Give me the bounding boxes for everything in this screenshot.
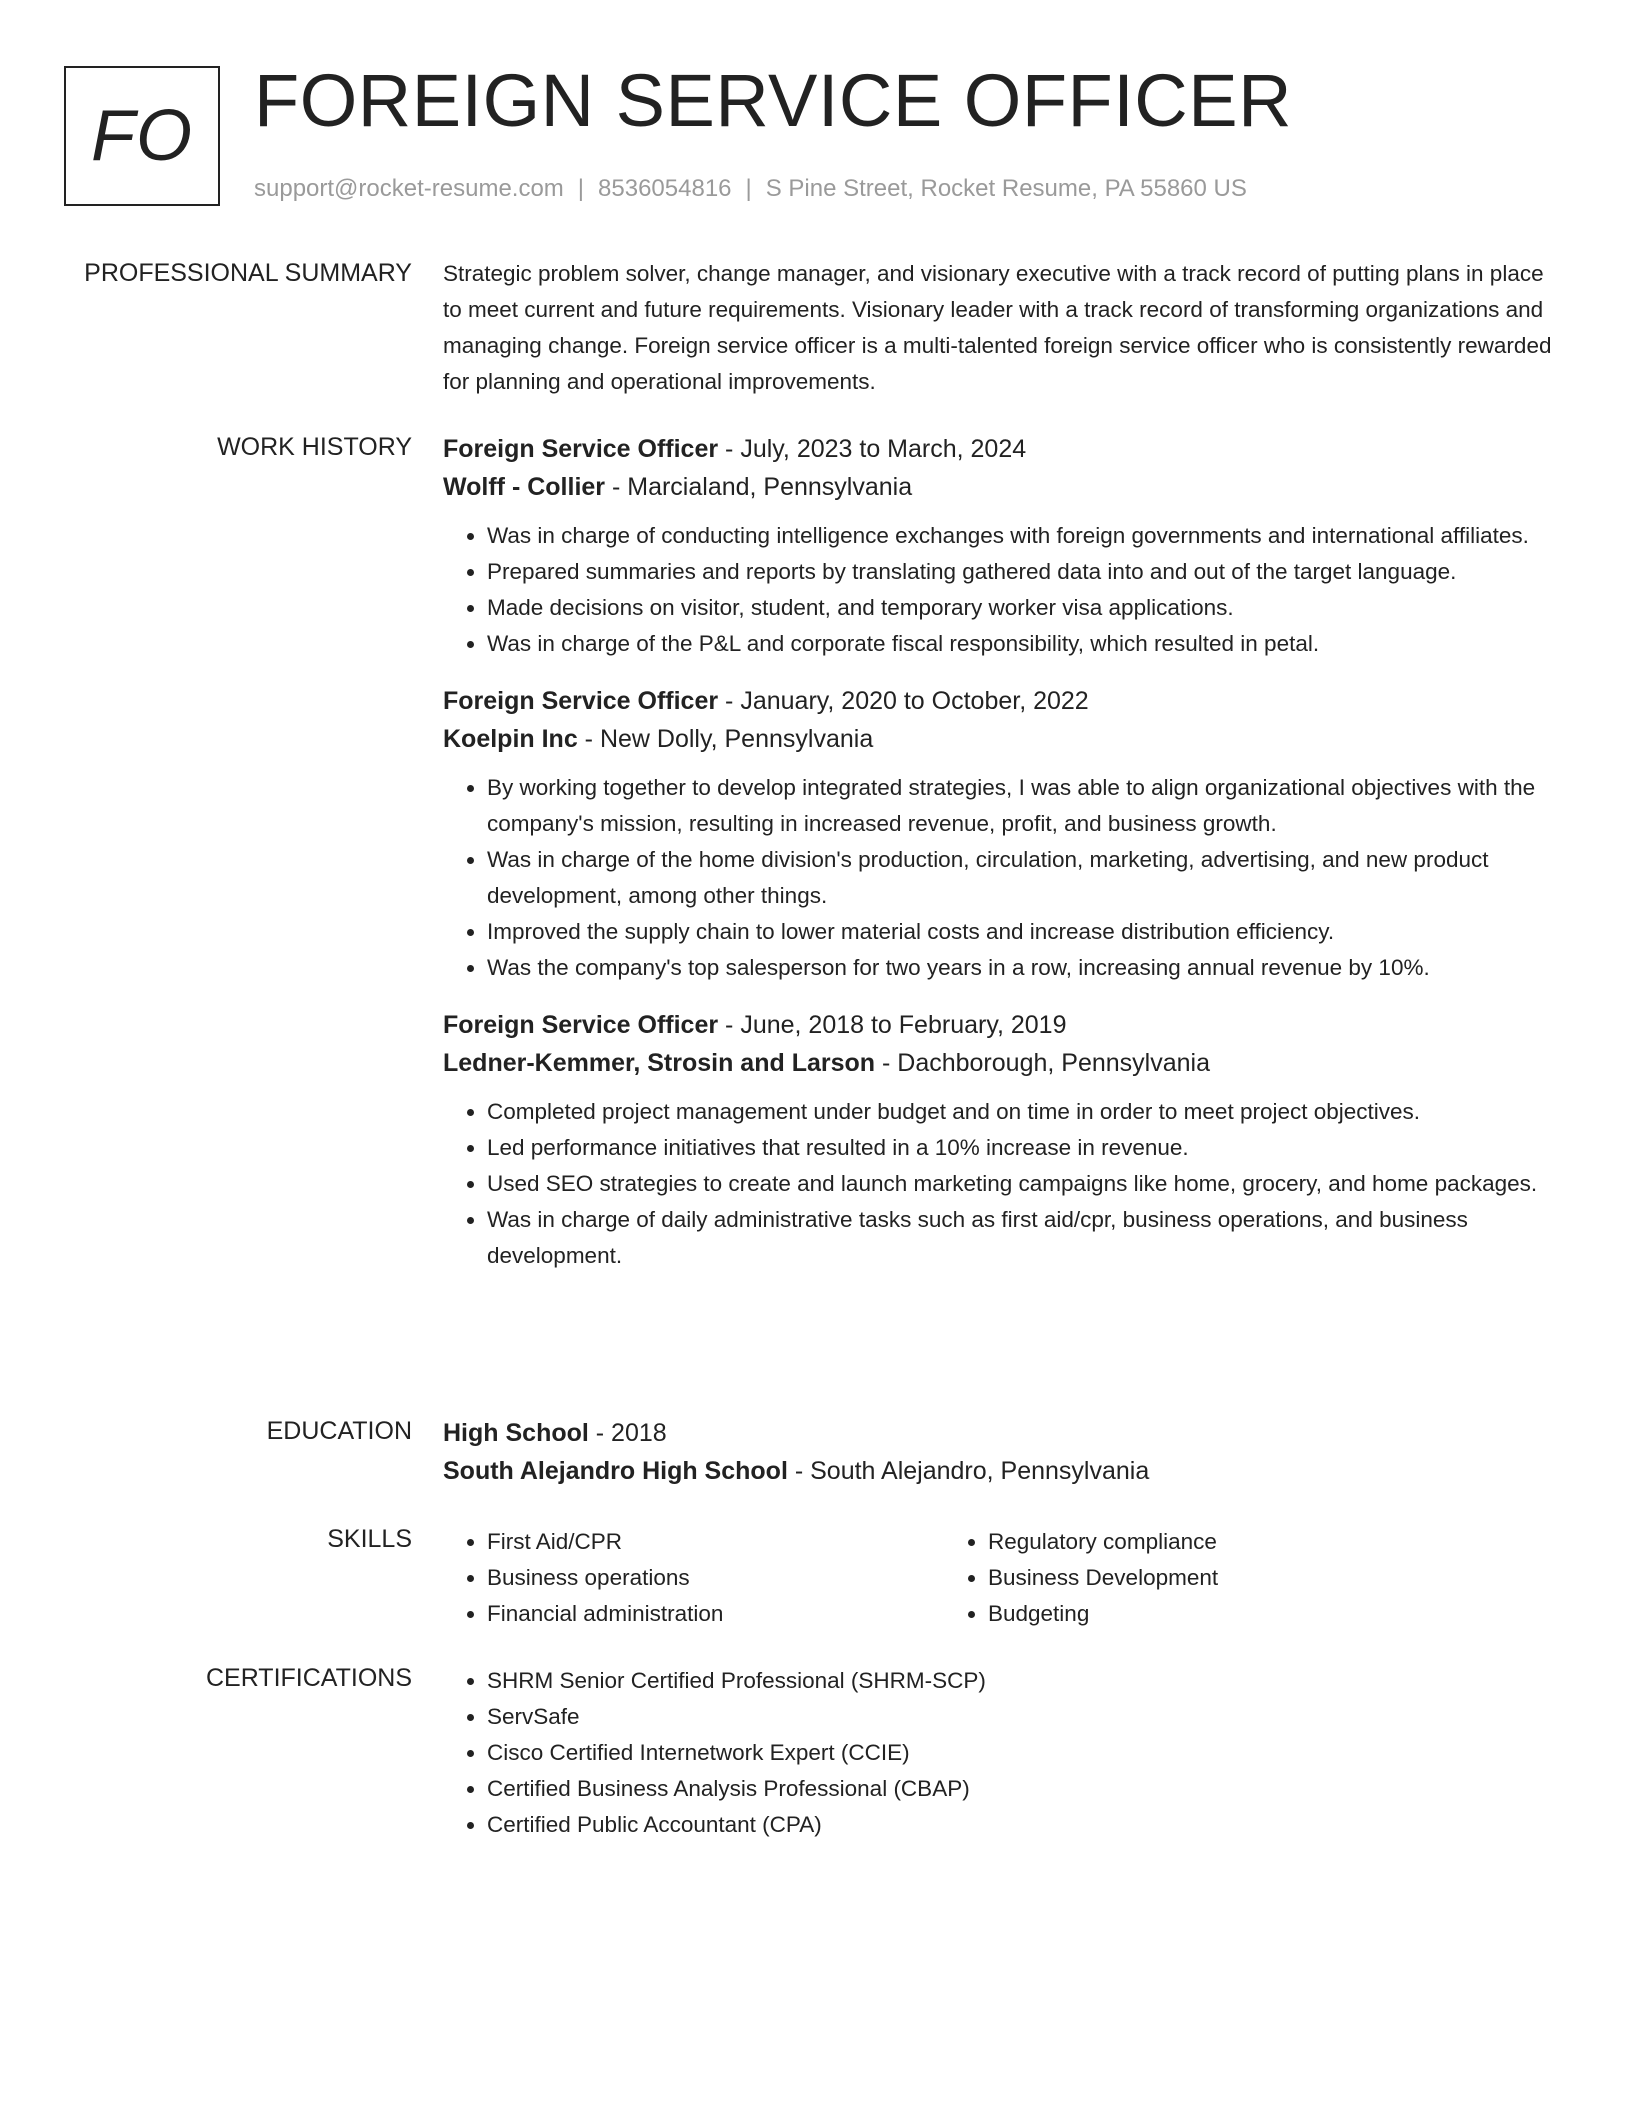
- certification-item: • SHRM Senior Certified Professional (SHRM-SCP): [487, 1663, 1563, 1699]
- job-dates: - January, 2020 to October, 2022: [718, 687, 1089, 715]
- job-bullet: • Led performance initiatives that resulted in a 10% increase in revenue.: [487, 1130, 1563, 1166]
- job-location: - Dachborough, Pennsylvania: [875, 1049, 1210, 1077]
- skill-item: • Regulatory compliance: [988, 1524, 1445, 1560]
- skill-item: • Business Development: [988, 1560, 1445, 1596]
- contact-separator: |: [745, 175, 752, 202]
- certifications-list: [443, 1663, 1563, 1843]
- job-bullet: • Improved the supply chain to lower material costs and increase distribution efficiency.: [487, 914, 1563, 950]
- summary-heading: PROFESSIONAL SUMMARY: [84, 259, 412, 287]
- job-title-line: [443, 682, 1563, 720]
- certifications-body: [443, 1663, 1563, 1843]
- certification-item: • Certified Business Analysis Professional (CBAP): [487, 1771, 1563, 1807]
- job-company-line: [443, 468, 1563, 506]
- job-company: Ledner-Kemmer, Strosin and Larson: [443, 1049, 876, 1077]
- job-bullet: • Was the company's top salesperson for two years in a row, increasing annual revenue by 10%.: [487, 950, 1563, 986]
- education-school: South Alejandro High School: [443, 1457, 788, 1485]
- job-company: Wolff - Collier: [443, 473, 606, 501]
- job-company-line: [443, 1044, 1563, 1082]
- summary-text: Strategic problem solver, change manager, and visionary executive with a track record of putting plans in place to meet current and future requirements. Visionary leader with a track record of transforming organizations and managing change. Foreign service officer is a multi-talented foreign service officer who is consistently rewarded for planning and operational improvements.: [443, 261, 1552, 394]
- job-location: - New Dolly, Pennsylvania: [577, 725, 874, 753]
- education-location: - South Alejandro, Pennsylvania: [787, 1457, 1150, 1485]
- education-degree: High School: [443, 1419, 589, 1447]
- job-title: Foreign Service Officer: [443, 1011, 719, 1039]
- skills-body: [443, 1524, 1563, 1632]
- job-entry: [443, 682, 1563, 986]
- job-bullet: • Prepared summaries and reports by translating gathered data into and out of the target language.: [487, 554, 1563, 590]
- certification-item: • Cisco Certified Internetwork Expert (CCIE): [487, 1735, 1563, 1771]
- contact-separator: |: [577, 175, 585, 202]
- job-company-line: [443, 720, 1563, 758]
- education-degree-line: [443, 1414, 1563, 1452]
- education-body: [443, 1414, 1563, 1490]
- skills-heading: SKILLS: [327, 1525, 412, 1553]
- job-title: Foreign Service Officer: [443, 435, 719, 463]
- certifications-heading: CERTIFICATIONS: [205, 1664, 412, 1692]
- job-bullet: • Was in charge of conducting intelligence exchanges with foreign governments and international affiliates.: [487, 518, 1563, 554]
- job-bullet: • Used SEO strategies to create and launch marketing campaigns like home, grocery, and home packages.: [487, 1166, 1563, 1202]
- skill-item: • First Aid/CPR: [487, 1524, 944, 1560]
- job-title-line: [443, 430, 1563, 468]
- job-bullet: • Made decisions on visitor, student, and temporary worker visa applications.: [487, 590, 1563, 626]
- job-dates: - June, 2018 to February, 2019: [718, 1011, 1067, 1039]
- job-title-line: [443, 1006, 1563, 1044]
- certification-item: • ServSafe: [487, 1699, 1563, 1735]
- contact-line: [254, 172, 1247, 206]
- job-dates: - July, 2023 to March, 2024: [718, 435, 1027, 463]
- certification-item: • Certified Public Accountant (CPA): [487, 1807, 1563, 1843]
- contact-phone: 8536054816: [598, 175, 732, 202]
- monogram-initials: FO: [91, 96, 193, 176]
- job-location: - Marcialand, Pennsylvania: [605, 473, 913, 501]
- job-entry: [443, 1006, 1563, 1274]
- contact-email: support@rocket-resume.com: [254, 175, 564, 202]
- work-history-heading: WORK HISTORY: [217, 433, 412, 461]
- job-bullet: • Was in charge of the home division's production, circulation, marketing, advertising, and new product development, among other things.: [487, 842, 1563, 914]
- job-entry: [443, 430, 1563, 662]
- job-title: Foreign Service Officer: [443, 687, 719, 715]
- job-bullet-list: [443, 770, 1563, 986]
- education-school-line: [443, 1452, 1563, 1490]
- job-bullet: • By working together to develop integrated strategies, I was able to align organizational objectives with the company's mission, resulting in increased revenue, profit, and business growth.: [487, 770, 1563, 842]
- monogram-box: [64, 66, 220, 206]
- job-bullet-list: [443, 1094, 1563, 1274]
- skill-item: • Business operations: [487, 1560, 944, 1596]
- skills-list-right: [944, 1524, 1445, 1632]
- work-history-body: [443, 430, 1563, 1274]
- resume-title: FOREIGN SERVICE OFFICER: [254, 59, 1293, 142]
- education-year: - 2018: [588, 1419, 667, 1447]
- skills-list-left: [443, 1524, 944, 1632]
- skill-item: • Financial administration: [487, 1596, 944, 1632]
- education-heading: EDUCATION: [266, 1417, 412, 1445]
- job-bullet-list: [443, 518, 1563, 662]
- job-bullet: • Was in charge of the P&L and corporate fiscal responsibility, which resulted in petal.: [487, 626, 1563, 662]
- job-company: Koelpin Inc: [443, 725, 578, 753]
- job-bullet: • Completed project management under budget and on time in order to meet project objectives.: [487, 1094, 1563, 1130]
- skill-item: • Budgeting: [988, 1596, 1445, 1632]
- job-bullet: • Was in charge of daily administrative tasks such as first aid/cpr, business operations, and business development.: [487, 1202, 1563, 1274]
- contact-address: S Pine Street, Rocket Resume, PA 55860 US: [765, 175, 1247, 202]
